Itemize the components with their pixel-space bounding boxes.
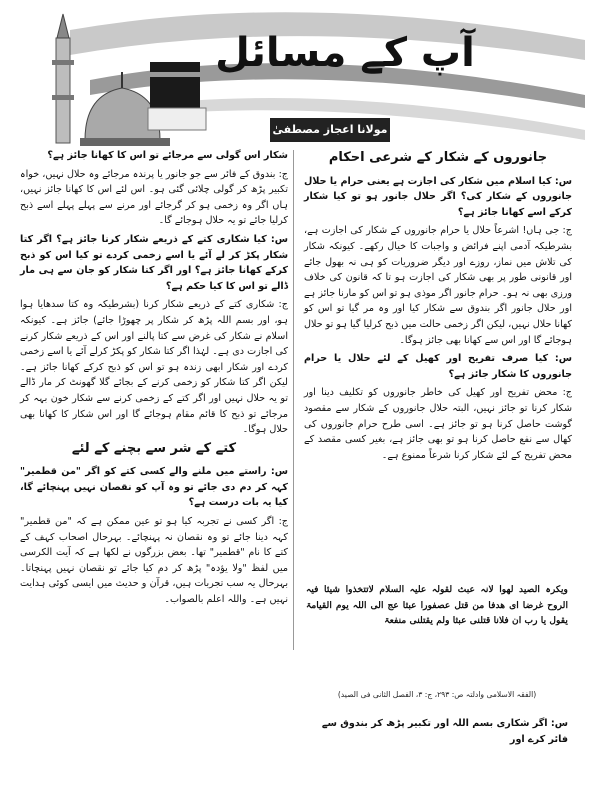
answer-5: ج: اگر کسی نے تجربہ کیا ہو تو عین ممکن ہے کہ "من قطمیر" کہہ دینا جائے تو وہ نقصان نہ پہنچائے۔ بہرحال اصحاب کہف کے کتے کا نام "قطمیر" تھا۔ بعض بزرگوں نے لکھا ہے کہ آیت الکرسی میں لفظ "ولا یؤدہ" پڑھ کر دم کیا جائے تو نقصان نہیں پہنچاتا۔ بہرحال یہ سب تجربات ہیں، قرآن و حدیث میں ایسی کوئی ہدایت نہیں ہے۔ واللہ اعلم بالصواب۔ <box>20 516 288 606</box>
question-5: س: راستے میں ملنے والے کسی کتے کو اگر "من قطمیر" کہہ کر دم دی جائے تو وہ آپ کو نقصان نہیں پہنچائے گا، کیا یہ بات درست ہے؟ <box>20 466 288 509</box>
section-heading-dogs: کتے کے شر سے بچنے کے لئے <box>71 440 237 456</box>
answer-3: ج: بندوق کے فائر سے جو جانور یا پرندہ مرجائے وہ حلال نہیں، خواہ تکبیر پڑھ کر گولی چلائی گئی ہو۔ اس لئے اس کا کھانا جائز نہیں، ہاں اگر وہ زخمی ہو کر گرجائے اور مرنے سے پہلے پہلے اسے ذبح کرلیا جائے تو یہ حلال ہوجائے گا۔ <box>20 168 288 227</box>
header-banner <box>0 0 590 150</box>
page-title: آپ کے مسائل <box>215 30 475 76</box>
column-divider <box>293 150 294 650</box>
kaaba-icon <box>148 62 206 130</box>
arabic-quote: ویکرہ الصید لھوا لانہ عبث لقولہ علیہ السلام لاتتخذوا شیئا فیہ الروح غرضا ای ھدفا من قتل عصفورا عبثا عج الی اللہ یوم القیامۃ یقول یا رب ان فلانا قتلنی عبثا ولم یقتلنی منفعۃ <box>306 584 568 627</box>
question-3-start: س: اگر شکاری بسم اللہ اور تکبیر پڑھ کر بندوق سے فائر کرے اور <box>321 718 568 745</box>
question-3-end: شکار اس گولی سے مرجائے تو اس کا کھانا جائز ہے؟ <box>47 150 288 161</box>
answer-4: ج: شکاری کتے کے ذریعے شکار کرنا (بشرطیکہ وہ کتا سدھایا ہوا ہو، اور بسم اللہ پڑھ کر شکار پر چھوڑا جائے) جائز ہے۔ کیونکہ اسلام نے شکار کی غرض سے کتا پالنے اور اس کے ذریعے شکار کرنے کی اجازت دی ہے۔ لہٰذا اگر کتا شکار کو پکڑ کرلے آئے یا اسے زخمی کردے اور شکار ابھی زندہ ہو تو اس کو ذبح کرکے کھانا جائز ہے۔ لیکن اگر کتا شکار کو زخمی کرنے کے بجائے گلا گھونٹ کر مار ڈالے تو یہ حلال نہیں اور اگر کتے کے زخمی کرنے سے شکار خون بہہ کر مرجائے تو ذبح کا قائم مقام ہوجائے گا اور اس شکار کا کھانا بھی حلال ہوگا۔ <box>20 299 288 436</box>
citation: (الفقہ الاسلامی وادلتہ ص: ۲۹۳، ج: ۳، الفصل الثانی فی الصید) <box>337 690 537 699</box>
left-column <box>20 148 288 611</box>
question-1: س: کیا اسلام میں شکار کی اجازت ہے یعنی حرام یا حلال جانوروں کے شکار کی؟ اگر حلال جانور ہو تو کیا شکار کرکے اسے کھانا جائز ہے؟ <box>304 175 572 218</box>
author-badge: مولانا اعجاز مصطفیٰ <box>270 118 390 142</box>
section-heading-hunting: جانوروں کے شکار کے شرعی احکام <box>328 150 548 165</box>
question-2: س: کیا صرف تفریح اور کھیل کے لئے حلال یا حرام جانوروں کا شکار جائز ہے؟ <box>304 353 572 380</box>
right-column <box>304 148 572 466</box>
answer-1: ج: جی ہاں! اشرعاً حلال یا حرام جانوروں کے شکار کی اجازت ہے، بشرطیکہ آدمی اپنے فرائض و واجبات کا خیال رکھے۔ کیونکہ شکار کی تلاش میں نماز، روزے اور دیگر ضروریات کو ہی نہ بھول جائے اور قانونی طور پر بھی شکار کی اجازت ہو تا کہ قانون کی خلاف ورزی بھی نہ ہو۔ حرام جانور اگر موذی ہو تو اس کو مارنا جائز ہے اور حلال جانور اگر بندوق سے شکار کیا اور وہ مر گیا تو اس کو کھانا حلال نہیں، لیکن اگر زخمی حالت میں ذبح کرلیا گیا ہو تو حلال ہوجائے گا اور اس سے کھانا بھی جائز ہوگا۔ <box>304 225 572 346</box>
question-4: س: کیا شکاری کتے کے ذریعے شکار کرنا جائز ہے؟ اگر کتا شکار پکڑ کر لے آئے یا اسے زخمی کردے تو کیا اس کو ذبح کرکے کھانا جائز ہے؟ اور اگر کتا شکار کو جان سے ہی مار ڈالے تو اس کا کیا حکم ہے؟ <box>20 233 288 292</box>
answer-2: ج: محض تفریح اور کھیل کی خاطر جانوروں کو تکلیف دینا اور شکار کرنا تو جائز نہیں، البتہ حلال جانوروں کے شکار سے مقصود گوشت حاصل کرنا ہو تو جائز ہے۔ اسی طرح حرام جانوروں کی کھال سے نفع حاصل کرنا ہو تو بھی جائز ہے، بغیر کسی مقصد کے محض تفریح کے لئے شکار کرنا شرعاً ممنوع ہے۔ <box>304 387 572 461</box>
